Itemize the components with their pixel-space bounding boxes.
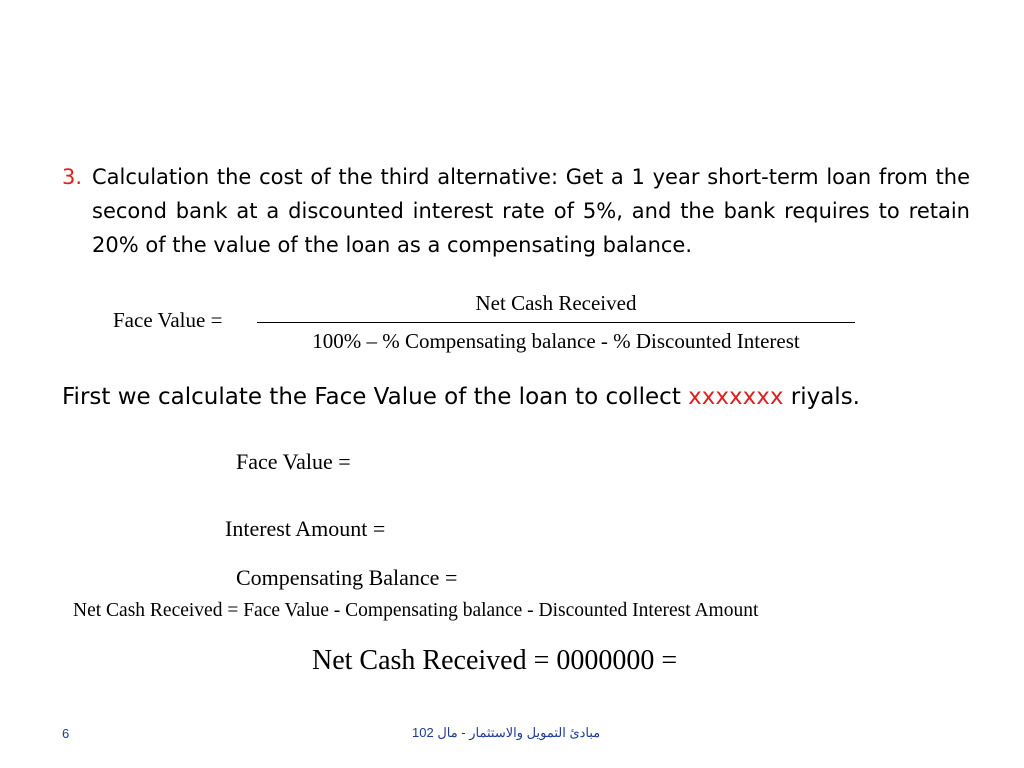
face-value-formula [0,290,1024,360]
interest-amount-equation: Interest Amount = [225,516,386,541]
instruction-line [62,384,860,410]
formula-numerator: Net Cash Received [475,291,637,315]
paragraph-text: Calculation the cost of the third alternative: Get a 1 year short-term loan from the second bank at a discounted interest rate of 5%, and the bank requires to retain 20% of the value of the loan as a compensating balance. [92,165,970,257]
formula-lhs: Face Value = [113,308,223,332]
instruction-highlight: xxxxxxx [688,384,784,410]
net-cash-result: Net Cash Received = 0000000 = [312,645,678,676]
compensating-balance-equation: Compensating Balance = [236,565,458,590]
instruction-text-before: First we calculate the Face Value of the loan to collect [62,384,689,410]
net-cash-formula: Net Cash Received = Face Value - Compensating balance - Discounted Interest Amount [73,600,759,621]
fraction-bar [257,322,855,323]
face-value-equation: Face Value = [236,449,351,474]
course-title: مبادئ التمويل والاستثمار - مال 102 [412,725,601,740]
formula-denominator: 100% – % Compensating balance - % Discounted Interest [312,329,800,353]
numbered-paragraph [62,160,970,262]
page-number: 6 [62,726,70,741]
paragraph-number: 3. [62,165,83,189]
instruction-text-after: riyals. [783,384,860,410]
